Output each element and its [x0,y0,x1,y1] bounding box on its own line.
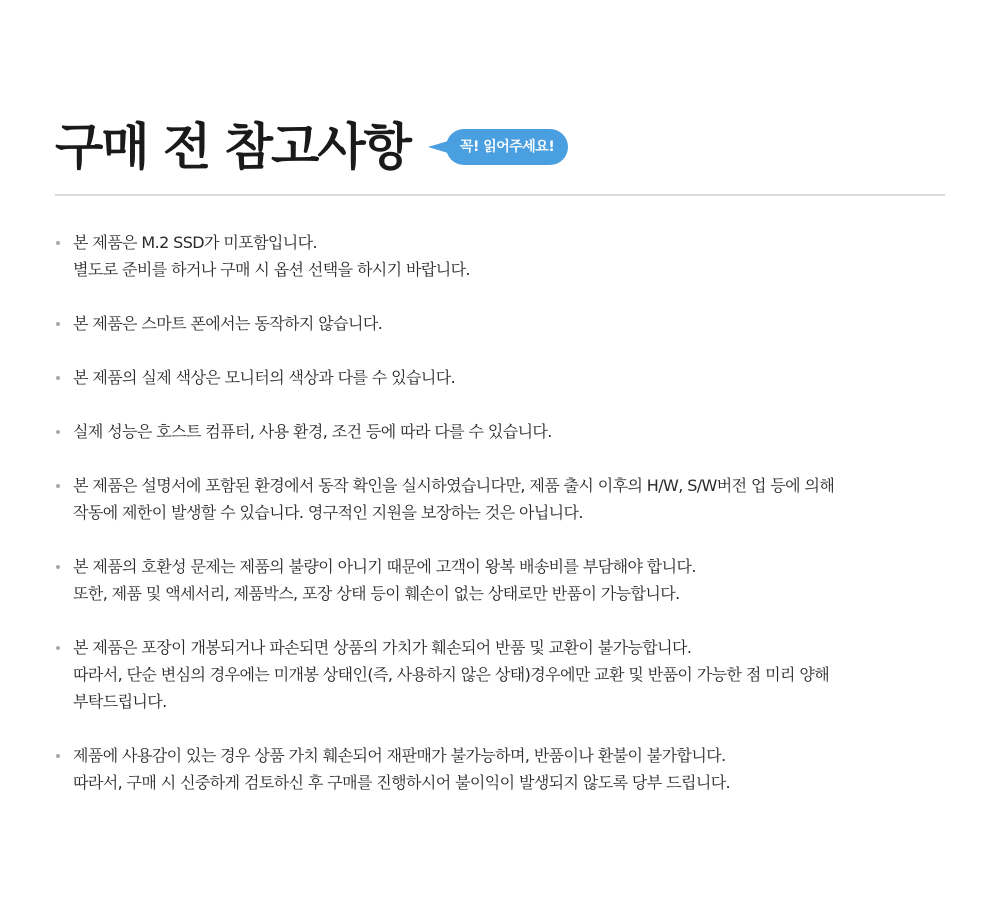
bullet-dot-icon [56,322,60,326]
notice-line: 본 제품은 M.2 SSD가 미포함입니다. [73,233,317,252]
notice-line: 본 제품은 설명서에 포함된 환경에서 동작 확인을 실시하였습니다만, 제품 출시 이후의 H/W, S/W버전 업 등에 의해 [73,476,835,495]
must-read-badge: 꼭! 읽어주세요! [446,129,568,165]
notice-item [55,634,945,715]
notice-line: 부탁드립니다. [73,692,167,711]
notice-item [55,229,945,283]
header [55,112,568,182]
bullet-dot-icon [56,646,60,650]
notice-line: 본 제품의 호환성 문제는 제품의 불량이 아니기 때문에 고객이 왕복 배송비를 부담해야 합니다. [73,557,696,576]
bullet-dot-icon [56,484,60,488]
notice-item [55,364,945,391]
bullet-dot-icon [56,376,60,380]
bullet-dot-icon [56,565,60,569]
notice-item [55,418,945,445]
notice-line: 본 제품의 실제 색상은 모니터의 색상과 다를 수 있습니다. [73,368,456,387]
bullet-dot-icon [56,241,60,245]
notice-item [55,742,945,796]
notice-line: 작동에 제한이 발생할 수 있습니다. 영구적인 지원을 보장하는 것은 아닙니다. [73,503,583,522]
notice-line: 따라서, 구매 시 신중하게 검토하신 후 구매를 진행하시어 불이익이 발생되지 않도록 당부 드립니다. [73,773,731,792]
bullet-dot-icon [56,754,60,758]
divider [55,194,945,196]
notice-line: 실제 성능은 호스트 컴퓨터, 사용 환경, 조건 등에 따라 다를 수 있습니다. [73,422,552,441]
notice-line: 본 제품은 포장이 개봉되거나 파손되면 상품의 가치가 훼손되어 반품 및 교환이 불가능합니다. [73,638,692,657]
speech-bubble [446,129,568,165]
bullet-dot-icon [56,430,60,434]
notice-item [55,472,945,526]
notice-line: 별도로 준비를 하거나 구매 시 옵션 선택을 하시기 바랍니다. [73,260,470,279]
notice-line: 제품에 사용감이 있는 경우 상품 가치 훼손되어 재판매가 불가능하며, 반품이나 환불이 불가합니다. [73,746,726,765]
speech-bubble-tail-icon [428,141,448,153]
notice-list [55,229,945,823]
notice-line: 또한, 제품 및 액세서리, 제품박스, 포장 상태 등이 훼손이 없는 상태로만 반품이 가능합니다. [73,584,680,603]
page-title: 구매 전 참고사항 [55,118,410,176]
notice-line: 따라서, 단순 변심의 경우에는 미개봉 상태인(즉, 사용하지 않은 상태)경우에만 교환 및 반품이 가능한 점 미리 양해 [73,665,830,684]
notice-line: 본 제품은 스마트 폰에서는 동작하지 않습니다. [73,314,383,333]
notice-item [55,553,945,607]
notice-item [55,310,945,337]
